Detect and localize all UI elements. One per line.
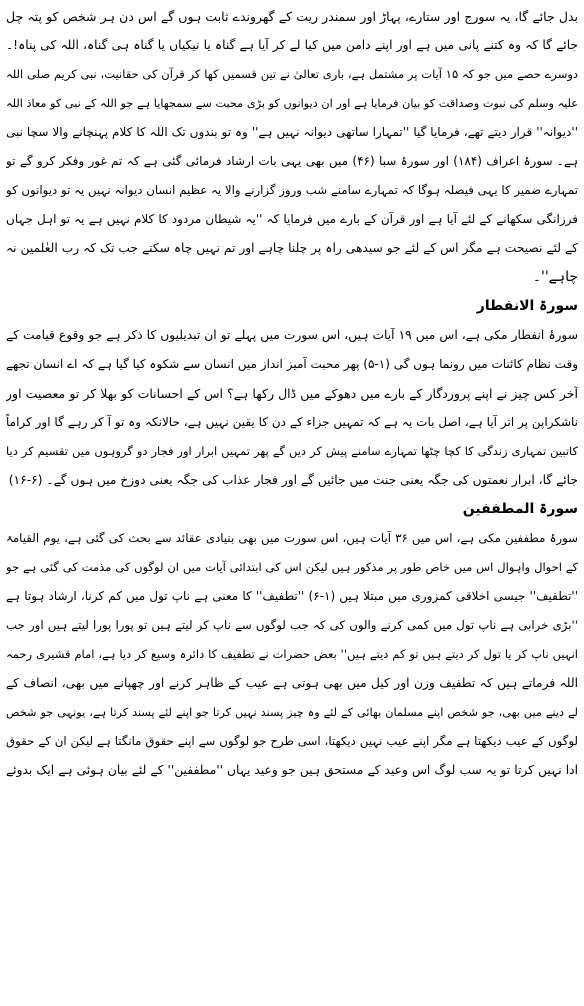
section-heading: سورۃ الانفطار (476, 298, 578, 314)
paragraph-line: ''بڑی خرابی ہے ناپ تول میں کمی کرنے والوں کی کہ جب لوگوں سے ناپ کر لیتے ہیں تو پورا پورا لیتے ہیں اور جب (6, 618, 578, 632)
paragraph-line: اللہ فرماتے ہیں کہ تطفیف وزن اور کیل میں بھی ہوتی ہے عیب کے ظاہر کرنے اور چھپانے میں بھی، انصاف کے (6, 676, 578, 690)
paragraph-line: انہیں ناپ کر یا تول کر دیتے ہیں تو کم دیتے ہیں'' بعض حضرات نے تطفیف کا دائرہ وسیع کر دیا ہے، امام قشیری رحمہ (6, 647, 578, 661)
paragraph-line: ہے۔ سورۂ اعراف (۱۸۴) اور سورۂ سبا (۴۶) میں بھی یہی بات ارشاد فرمائی گئی ہے کہ تم غور وفکر کرو گے تو (6, 154, 578, 168)
section-surah-mutaffifin (6, 495, 578, 785)
section-surah-inshiqaq-continued (6, 2, 578, 292)
paragraph-line: سورۂ انفطار مکی ہے، اس میں ۱۹ آیات ہیں، اس سورت میں پہلے تو ان تبدیلیوں کا ذکر ہے جو وقوع قیامت کے (6, 328, 578, 342)
paragraph-line: دوسرے حصے میں جو کہ ۱۵ آیات پر مشتمل ہے، باری تعالیٰ نے تین قسمیں کھا کر قرآن کی حقانیت، نبی کریم صلی اللہ (6, 67, 578, 81)
paragraph-line: ناشکراپن پر اتر آیا ہے، اصل بات یہ ہے کہ تمہیں جزاء کے دن کا یقین نہیں ہے، حالانکہ وہ تو آ کر رہے گا اور کراماً (6, 415, 578, 429)
section-surah-infitar (6, 292, 578, 495)
paragraph-line: لے دینے میں بھی، جو شخص اپنے مسلمان بھائی کے لئے وہ چیز پسند نہیں کرتا جو اپنے لئے پسند کرتا ہے، یونہی جو شخص (6, 706, 578, 719)
paragraph-line: وقت نظام کائنات میں رونما ہوں گی (۱-۵) پھر محبت آمیز انداز میں انسان سے شکوہ کیا گیا ہے کہ اے انسان تجھے (6, 357, 578, 371)
paragraph-line: کے لئے نصیحت ہے مگر اس کے لئے جو سیدھی راہ پر چلنا چاہے اور تم نہیں چاہ سکتے جب تک کہ رب العٰلمین نہ (6, 241, 578, 255)
paragraph-line: لوگوں کے عیب دیکھتا ہے مگر اپنے عیب نہیں دیکھتا، اسی طرح جو لوگوں سے اپنے حقوق مانگتا ہے لیکن ان کے حقوق (6, 734, 578, 748)
paragraph-line: کے احوال واہوال اس میں خاص طور پر مذکور ہیں لیکن اس کی ابتدائی آیات میں ان لوگوں کی مذمت کی گئی ہے جو (6, 560, 578, 574)
section-heading: سورۃ المطففین (462, 501, 578, 517)
paragraph-line: جائے گا کہ وہ کتنے پانی میں ہے اور اپنے دامن میں کیا لے کر آیا ہے گناہ یا نیکیاں یا گناہ ہی گناہ، اللہ کی پناہ!۔ (6, 38, 578, 52)
paragraph-line: چاہے''۔ (532, 269, 578, 285)
paragraph-line: فرزانگی سکھانے کے لئے آیا ہے اور قرآن کے بارے میں فرمایا کہ ''یہ شیطان مردود کا کلام نہیں ہے یہ تو اہل جہاں (6, 212, 578, 226)
paragraph-line: سورۂ مطففین مکی ہے، اس میں ۳۶ آیات ہیں، اس سورت میں بھی بنیادی عقائد سے بحث کی گئی ہے، یوم القیامۃ (6, 531, 578, 545)
paragraph-line: علیہ وسلم کی نبوت وصداقت کو بیان فرمایا ہے اور ان دیوانوں کو بڑی محبت سے سمجھایا ہے جو اللہ کے نبی کو معاذ اللہ (6, 97, 578, 110)
paragraph-line: آخر کس چیز نے اپنے پروردگار کے بارے میں دھوکے میں ڈال رکھا ہے؟ اس کے احسانات کو بھلا کر تو معصیت اور (6, 386, 578, 401)
paragraph-line: ادا نہیں کرتا تو یہ سب لوگ اس وعید کے مستحق ہیں جو وعید یہاں ''مطففین'' کے لئے بیان ہوئی ہے ایک بدوئے (6, 763, 578, 777)
paragraph-line: جائے گا، ابرار نعمتوں کی جگہ یعنی جنت میں جائیں گے اور فجار عذاب کی جگہ یعنی دوزخ میں ہوں گے۔ (۶-۱۶) (8, 473, 578, 487)
paragraph-line: ''دیوانہ'' قرار دیتے تھے، فرمایا گیا ''تمہارا ساتھی دیوانہ نہیں ہے'' وہ تو بندوں تک اللہ کا کلام پہنچانے والا سچا نبی (6, 125, 578, 139)
paragraph-line: ''تطفیف'' جیسی اخلاقی کمزوری میں مبتلا ہیں (۱-۶) ''تطفیف'' کا معنی ہے ناپ تول میں کم کرنا، ارشاد ہوتا ہے (6, 589, 578, 603)
paragraph-line: تمہارے ضمیر کا یہی فیصلہ ہوگا کہ تمہارے سامنے شب وروز گزارنے والا یہ عظیم انسان دیوانہ نہیں یہ تو دیوانوں کو (6, 183, 578, 197)
paragraph-line: کاتبین تمہاری زندگی کا کچا چٹھا تمہارے سامنے پیش کر دیں گے پھر تمہیں ابرار اور فجار دو گروہوں میں تقسیم کر دیا (6, 444, 578, 458)
paragraph-line: بدل جائے گا، یہ سورج اور ستارے، پہاڑ اور سمندر ریت کے گھروندے ثابت ہوں گے اس دن ہر شخص کو پتہ چل (6, 9, 578, 24)
